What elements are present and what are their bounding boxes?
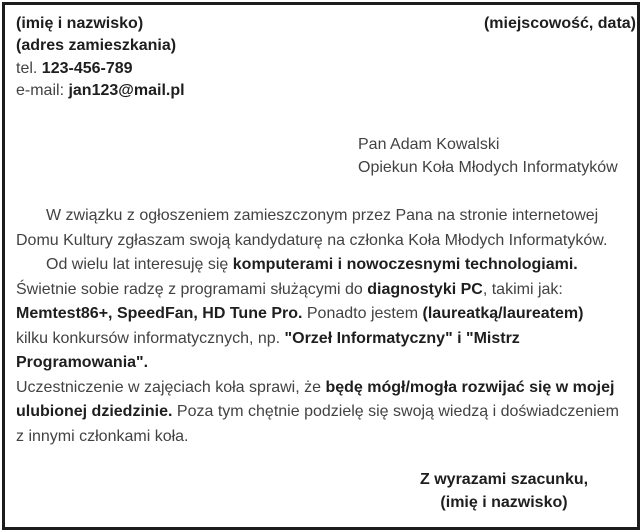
recipient-block [358,134,618,179]
signature-block [420,468,588,514]
email-label: e-mail: [16,82,69,100]
body-text: kilku konkursów informatycznych, np. [16,329,285,347]
phone-number: 123-456-789 [41,59,133,77]
body-line [16,302,634,327]
body-text: Od wielu lat interesuję się [46,256,233,273]
sender-address-placeholder: (adres zamieszkania) [16,37,177,55]
body-text: W związku z ogłoszeniem zamieszczonym przez Pana na stronie internetowej [46,207,599,224]
body-text-bold: diagnostyki PC [367,280,483,298]
body-text: Uczestniczenie w zajęciach koła sprawi, że [16,378,326,396]
sender-email-line [16,80,185,102]
recipient-name: Pan Adam Kowalski [358,136,500,153]
recipient-role: Opiekun Koła Młodych Informatyków [358,158,618,176]
body-text-bold: komputerami i nowoczesnymi technologiami. [232,256,578,273]
body-text: Domu Kultury zgłaszam swoją kandydaturę na członka Koła Młodych Informatyków. [16,231,608,249]
body-text: Świetnie sobie radzę z programami służącymi do [16,280,368,298]
signature-closing: Z wyrazami szacunku, [420,471,589,488]
signature-name-placeholder: (imię i nazwisko) [440,494,568,511]
body-text-bold: (laureatką/laureatem) [422,305,584,322]
sender-phone-line [16,58,185,80]
body-line [16,425,634,450]
body-line [16,253,634,278]
email-address: jan123@mail.pl [68,82,185,100]
body-text: z innymi członkami koła. [16,427,189,445]
body-text: Poza tym chętnie podzielę się swoją wiedzą i doświadczeniem [172,403,619,420]
place-date-placeholder: (miejscowość, data) [483,15,636,32]
phone-label: tel. [16,59,42,77]
body-line [16,376,634,401]
body-text-bold: Programowania". [16,354,149,371]
body-line [16,327,634,352]
letter-document [2,2,640,530]
letter-body [16,204,634,449]
body-line [16,278,634,303]
body-line [16,229,634,254]
body-text-bold: "Orzeł Informatyczny" i "Mistrz [284,329,520,347]
body-text-bold: będę mógł/mogła rozwijać się w mojej [325,378,615,396]
body-line [16,351,634,376]
body-text-bold: ulubionej dziedzinie. [16,403,173,420]
sender-name-placeholder: (imię i nazwisko) [16,15,144,32]
body-line [16,204,634,229]
body-text: , takimi jak: [482,280,563,298]
body-line [16,400,634,425]
body-text-bold: Memtest86+, SpeedFan, HD Tune Pro. [16,305,303,322]
sender-block [16,13,185,103]
body-text: Ponadto jestem [302,305,423,322]
